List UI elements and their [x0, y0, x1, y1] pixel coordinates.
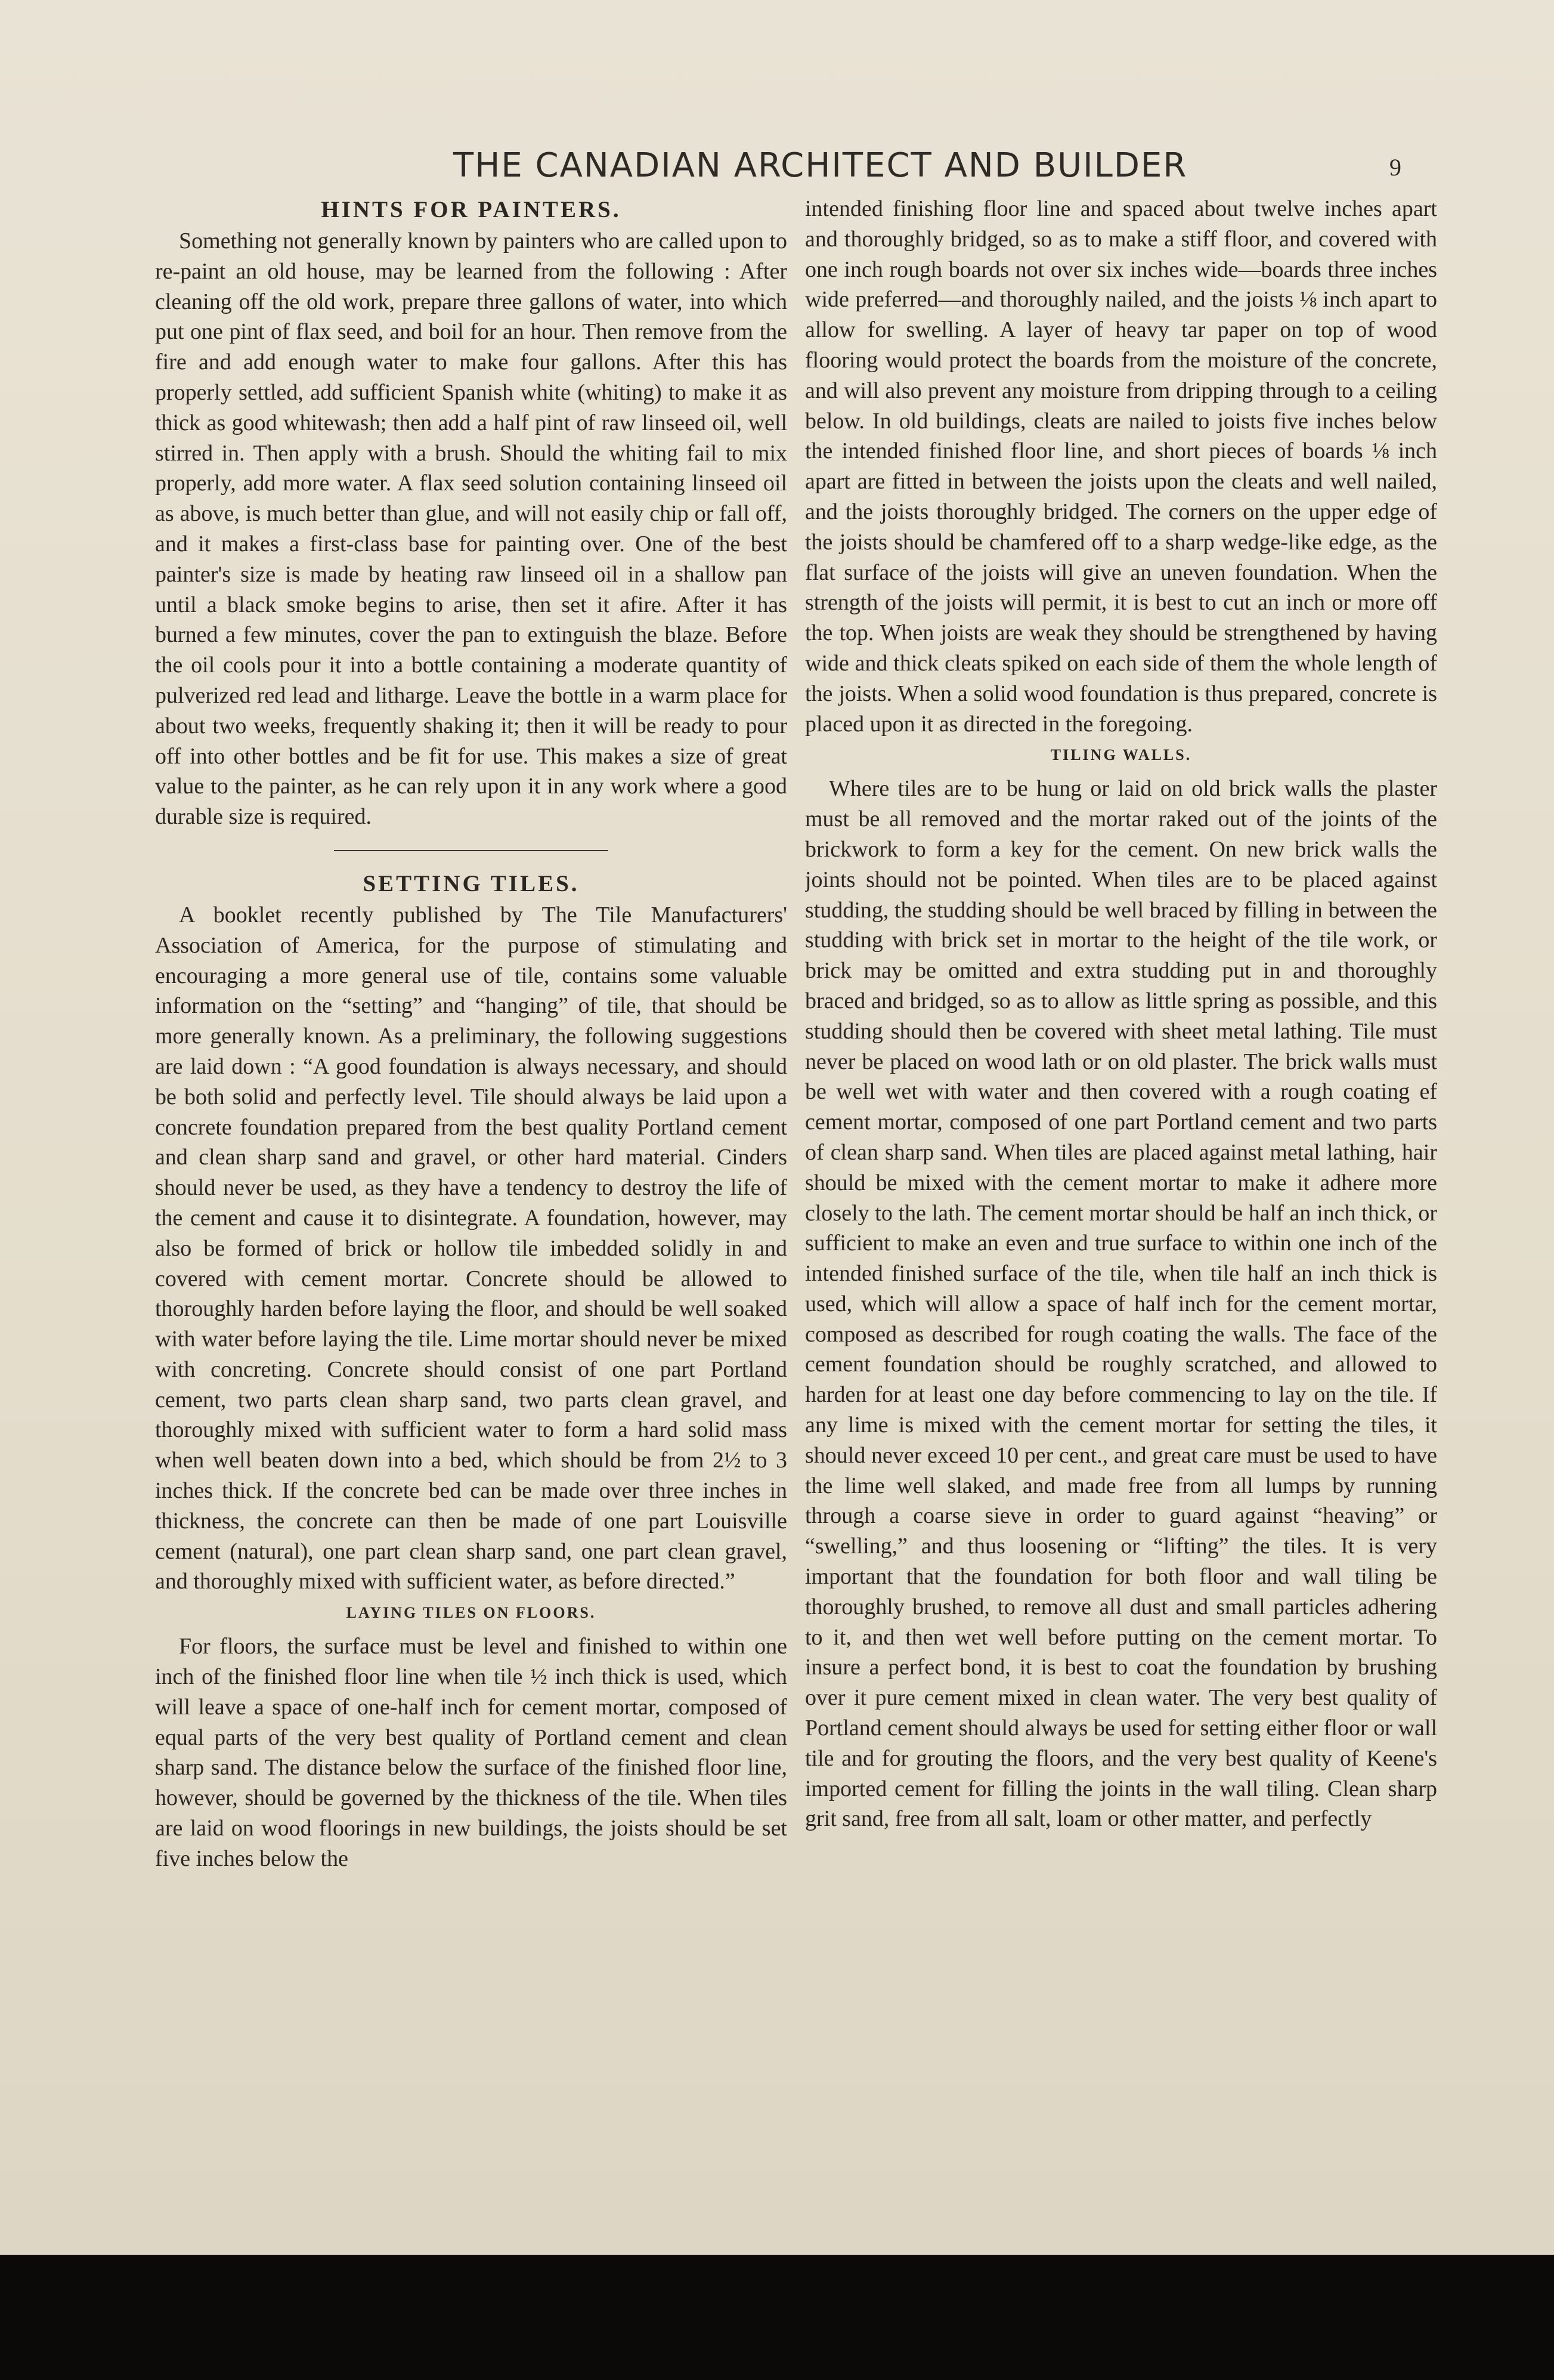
tiling-walls-body: Where tiles are to be hung or laid on old brick walls the plaster must be all removed and the mortar raked out of the joints of the brickwork to form a key for the cement. On new brick walls the joints should not be pointed. When tiles are to be placed against studding, the studding should be well braced by filling in between the studding with brick set in mortar to the height of the tile work, or brick may be omitted and extra studding put in and thoroughly braced and bridged, so as to allow as little spring as possible, and this studding should then be covered with sheet metal lathing. Tile must never be placed on wood lath or on old plaster. The brick walls must be well wet with water and then covered with a rough coating ef cement mortar, composed of one part Portland cement and two parts of clean sharp sand. When tiles are placed against metal lathing, hair should be mixed with the cement mortar to make it adhere more closely to the lath. The cement mortar should be half an inch thick, or sufficient to make an even and true surface to within one inch of the intended finished surface of the tile, when tile half an inch thick is used, which will allow a space of half inch for the cement mortar, composed as described for rough coating the walls. The face of the cement foundation should be roughly scratched, and allowed to harden for at least one day before commencing to lay on the tile. If any lime is mixed with the cement mortar for setting the tiles, it should never exceed 10 per cent., and great care must be used to have the lime well slaked, and made free from all lumps by running through a coarse sieve in order to guard against “heaving” or “swelling,” and thus loosening or “lifting” the tiles. It is very important that the foundation for both floor and wall tiling be thoroughly brushed, to remove all dust and small particles adhering to it, and then wet well before putting on the cement mortar. To insure a perfect bond, it is best to coat the foundation by brushing over it pure cement mixed in clean water. The very best quality of Portland cement should always be used for setting either floor or wall tile and for grouting the floors, and the very best quality of Keene's imported cement for filling the joints in the wall tiling. Clean sharp grit sand, free from all salt, loam or other matter, and perfectly	[805, 776, 1437, 1832]
right-column	[805, 194, 1437, 2246]
laying-tiles-on-floors-continued: intended finishing floor line and spaced about twelve inches apart and thoroughly bridged, so as to make a stiff floor, and covered with one inch rough boards not over six inches wide—boards three inches wide preferred—and thoroughly nailed, and the joists ⅛ inch apart to allow for swelling. A layer of heavy tar paper on top of wood flooring would protect the boards from the moisture of the concrete, and will also prevent any moisture from dripping through to a ceiling below. In old buildings, cleats are nailed to joists five inches below the intended finished floor line, and short pieces of boards ⅛ inch apart are fitted in between the joists upon the cleats and well nailed, and the joists thoroughly bridged. The corners on the upper edge of the joists should be chamfered off to a sharp wedge-like edge, as the flat surface of the joists will give an uneven foundation. When the strength of the joists will permit, it is best to cut an inch or more off the top. When joists are weak they should be strengthened by having wide and thick cleats spiked on each side of them the whole length of the joists. When a solid wood foundation is thus prepared, concrete is placed upon it as directed in the foregoing.	[805, 196, 1437, 737]
section-divider	[334, 850, 608, 851]
hints-for-painters-heading: HINTS FOR PAINTERS.	[321, 197, 621, 222]
setting-tiles-heading: SETTING TILES.	[363, 870, 580, 897]
left-column	[155, 194, 787, 2246]
binding-edge	[0, 2255, 1554, 2380]
page-header	[0, 142, 1554, 190]
tiling-walls-heading: TILING WALLS.	[1050, 746, 1192, 764]
setting-tiles-body: A booklet recently published by The Tile Manufacturers' Association of America, for the purpose of stimulating and encouraging a more general use of tile, contains some valuable information on the “setting” and “hanging” of tile, that should be more generally known. As a preliminary, the following suggestions are laid down : “A good foundation is always necessary, and should be both solid and perfectly level. Tile should always be laid upon a concrete foundation prepared from the best quality Portland cement and clean sharp sand and gravel, or other hard material. Cinders should never be used, as they have a tendency to destroy the life of the cement and cause it to disintegrate. A foundation, however, may also be formed of brick or hollow tile imbedded solidly in and covered with cement mortar. Concrete should be allowed to thoroughly harden before laying the floor, and should be well soaked with water before laying the tile. Lime mortar should never be mixed with concreting. Concrete should consist of one part Portland cement, two parts clean sharp sand, two parts clean gravel, and thoroughly mixed with sufficient water to form a hard solid mass when well beaten down into a bed, which should be from 2½ to 3 inches thick. If the concrete bed can be made over three inches in thickness, the concrete can then be made of one part Louisville cement (natural), one part clean sharp sand, one part clean gravel, and thoroughly mixed with sufficient water, as before directed.”	[155, 902, 787, 1594]
laying-tiles-on-floors-heading: LAYING TILES ON FLOORS.	[346, 1604, 596, 1622]
page-number: 9	[1389, 154, 1401, 181]
journal-title: THE CANADIAN ARCHITECT AND BUILDER	[453, 146, 1188, 185]
hints-for-painters-body: Something not generally known by painters who are called upon to re-paint an old house, may be learned from the following : After cleaning off the old work, prepare three gallons of water, into which put one pint of flax seed, and boil for an hour. Then remove from the fire and add enough water to make four gallons. After this has properly settled, add sufficient Spanish white (whiting) to make it as thick as good whitewash; then add a half pint of raw linseed oil, well stirred in. Then apply with a brush. Should the whiting fail to mix properly, add more water. A flax seed solution containing linseed oil as above, is much better than glue, and will not easily chip or fall off, and it makes a first-class base for painting over. One of the best painter's size is made by heating raw linseed oil in a shallow pan until a black smoke begins to arise, then set it afire. After it has burned a few minutes, cover the pan to extinguish the blaze. Before the oil cools pour it into a bottle containing a moderate quantity of pulverized red lead and litharge. Leave the bottle in a warm place for about two weeks, frequently shaking it; then it will be ready to pour off into other bottles and be fit for use. This makes a size of great value to the painter, as he can rely upon it in any work where a good durable size is required.	[155, 228, 787, 830]
laying-tiles-on-floors-body: For floors, the surface must be level and finished to within one inch of the finished floor line when tile ½ inch thick is used, which will leave a space of one-half inch for cement mortar, composed of equal parts of the very best quality of Portland cement and clean sharp sand. The distance below the surface of the finished floor line, however, should be governed by the thickness of the tile. When tiles are laid on wood floorings in new buildings, the joists should be set five inches below the	[155, 1634, 787, 1871]
